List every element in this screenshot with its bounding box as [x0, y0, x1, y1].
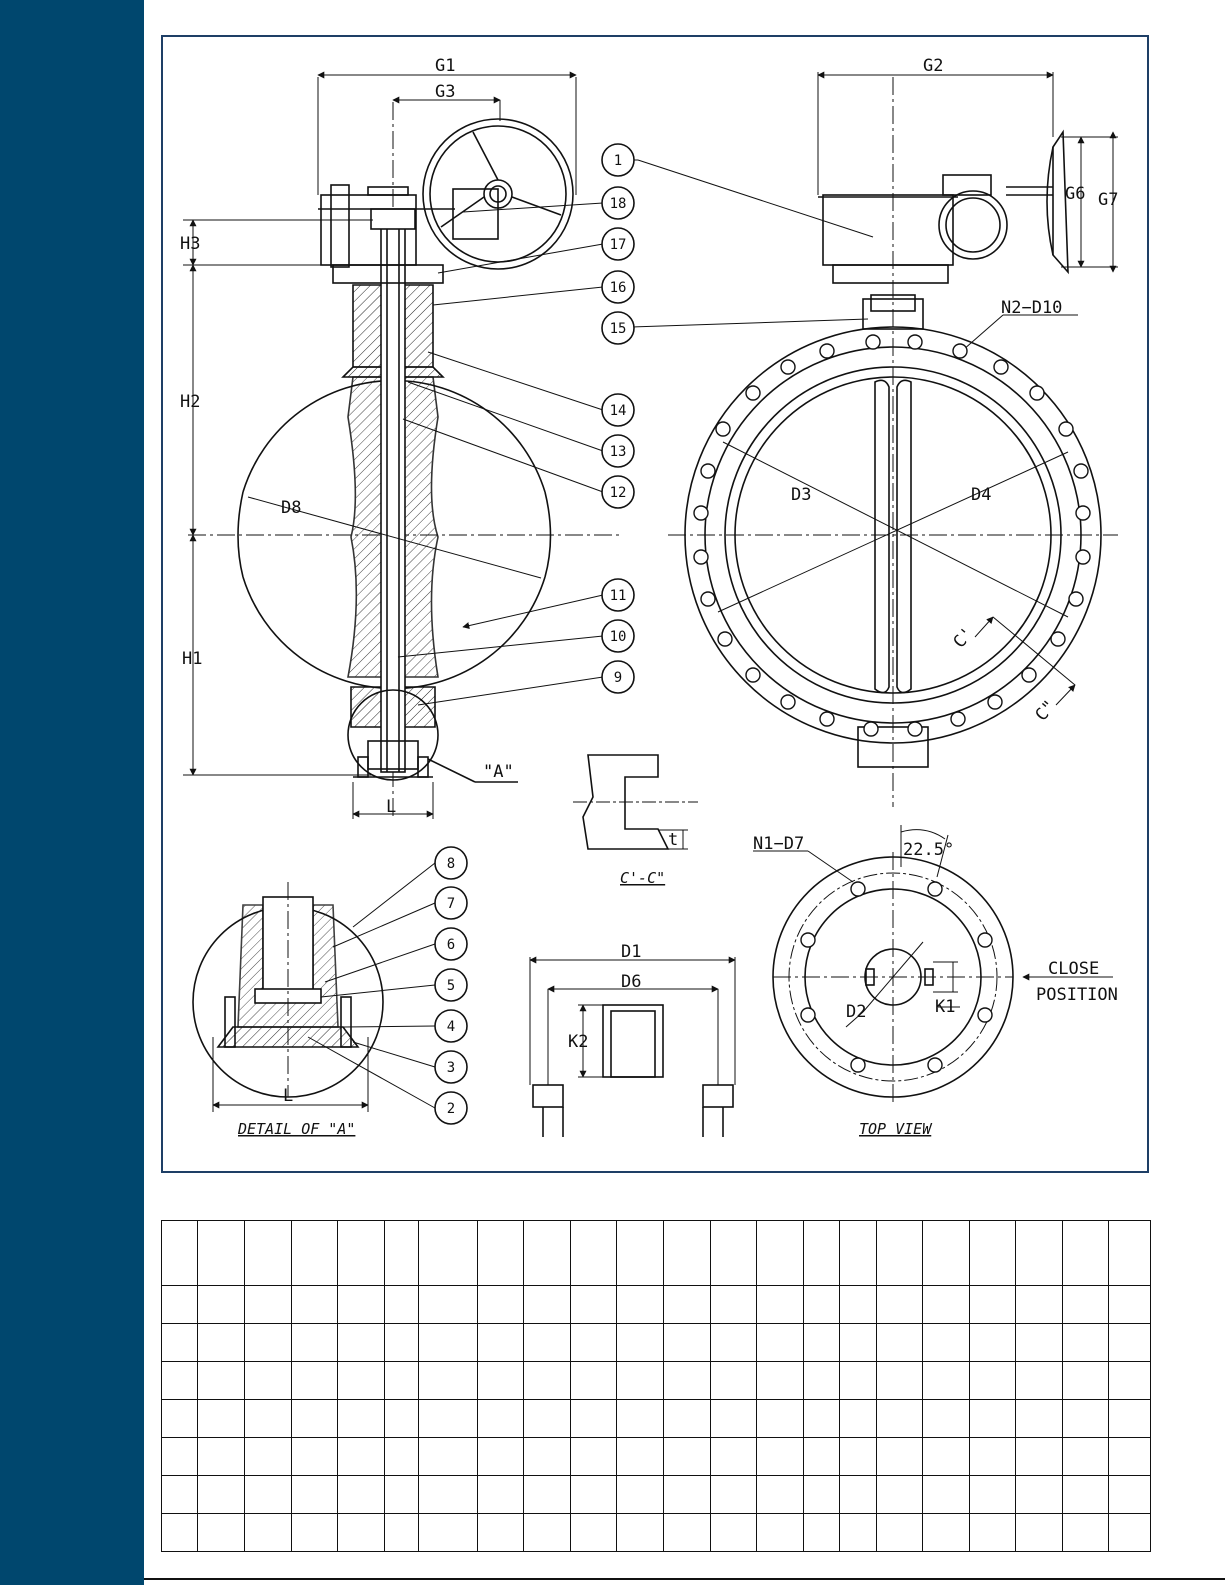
table-cell — [840, 1400, 876, 1438]
table-cell — [419, 1400, 478, 1438]
table-cell — [757, 1362, 804, 1400]
table-cell — [162, 1286, 198, 1324]
table-cell — [419, 1286, 478, 1324]
table-cell — [1109, 1286, 1151, 1324]
part-3: 3 — [446, 1060, 456, 1076]
table-cell — [710, 1324, 757, 1362]
dim-d4: D4 — [971, 485, 992, 505]
dim-n1d7: N1−D7 — [753, 834, 805, 854]
table-cell — [664, 1221, 711, 1286]
table-cell — [840, 1221, 876, 1286]
table-cell — [710, 1362, 757, 1400]
dim-l-detail: L — [283, 1086, 294, 1106]
table-cell — [969, 1438, 1016, 1476]
table-cell — [1109, 1514, 1151, 1552]
dim-d1: D1 — [621, 942, 642, 962]
table-cell — [338, 1438, 385, 1476]
table-cell — [477, 1476, 524, 1514]
part-balloons — [435, 144, 634, 1124]
dim-d8: D8 — [281, 498, 302, 518]
table-cell — [384, 1476, 418, 1514]
table-cell — [1016, 1400, 1063, 1438]
table-cell — [840, 1324, 876, 1362]
table-cell — [840, 1514, 876, 1552]
table-cell — [969, 1362, 1016, 1400]
table-cell — [840, 1286, 876, 1324]
table-cell — [664, 1514, 711, 1552]
table-cell — [338, 1514, 385, 1552]
table-cell — [1109, 1476, 1151, 1514]
table-cell — [1062, 1400, 1109, 1438]
table-cell — [969, 1221, 1016, 1286]
caption-section: C'-C" — [620, 869, 666, 887]
table-cell — [1016, 1362, 1063, 1400]
part-1: 1 — [613, 153, 623, 169]
table-cell — [477, 1400, 524, 1438]
table-cell — [570, 1362, 617, 1400]
table-cell — [338, 1476, 385, 1514]
table-cell — [419, 1362, 478, 1400]
table-cell — [245, 1286, 292, 1324]
table-cell — [1109, 1400, 1151, 1438]
dim-h2: H2 — [180, 392, 201, 412]
table-cell — [803, 1324, 839, 1362]
part-2: 2 — [446, 1101, 456, 1117]
part-8: 8 — [446, 856, 456, 872]
table-cell — [570, 1476, 617, 1514]
table-cell — [617, 1362, 664, 1400]
table-cell — [198, 1324, 245, 1362]
dim-h1: H1 — [182, 649, 203, 669]
table-cell — [245, 1514, 292, 1552]
table-cell — [617, 1438, 664, 1476]
table-cell — [291, 1286, 338, 1324]
table-cell — [477, 1324, 524, 1362]
position-label: POSITION — [1036, 985, 1118, 1005]
table-cell — [291, 1438, 338, 1476]
table-cell — [923, 1324, 970, 1362]
table-cell — [524, 1476, 571, 1514]
table-cell — [570, 1221, 617, 1286]
part-12: 12 — [609, 485, 627, 501]
table-cell — [524, 1286, 571, 1324]
table-cell — [419, 1476, 478, 1514]
table-cell — [1062, 1221, 1109, 1286]
dim-k2: K2 — [568, 1032, 589, 1052]
table-cell — [524, 1221, 571, 1286]
dim-t: t — [668, 830, 679, 850]
table-cell — [384, 1400, 418, 1438]
part-numbers — [447, 153, 627, 1117]
dim-g1: G1 — [435, 56, 456, 76]
table-cell — [198, 1400, 245, 1438]
table-cell — [923, 1286, 970, 1324]
table-cell — [570, 1324, 617, 1362]
dimension-table — [161, 1220, 1151, 1552]
table-cell — [1062, 1476, 1109, 1514]
table-cell — [162, 1438, 198, 1476]
dimension-grid — [161, 1220, 1151, 1552]
table-cell — [524, 1324, 571, 1362]
table-cell — [1016, 1514, 1063, 1552]
drawing-frame — [161, 35, 1149, 1173]
table-cell — [245, 1476, 292, 1514]
table-cell — [198, 1438, 245, 1476]
table-cell — [384, 1221, 418, 1286]
table-cell — [969, 1476, 1016, 1514]
table-row — [162, 1324, 1151, 1362]
table-cell — [664, 1476, 711, 1514]
part-13: 13 — [609, 444, 627, 460]
table-cell — [757, 1514, 804, 1552]
table-cell — [524, 1400, 571, 1438]
table-cell — [245, 1221, 292, 1286]
part-7: 7 — [446, 896, 456, 912]
table-cell — [969, 1286, 1016, 1324]
table-cell — [757, 1286, 804, 1324]
sidebar-band — [0, 0, 144, 1585]
part-17: 17 — [609, 237, 627, 253]
table-cell — [923, 1362, 970, 1400]
table-cell — [876, 1514, 923, 1552]
table-cell — [419, 1324, 478, 1362]
table-cell — [570, 1286, 617, 1324]
dim-g3: G3 — [435, 82, 456, 102]
table-cell — [876, 1438, 923, 1476]
table-cell — [419, 1438, 478, 1476]
dim-n2d10: N2−D10 — [1001, 298, 1063, 318]
table-cell — [419, 1514, 478, 1552]
table-cell — [664, 1400, 711, 1438]
table-cell — [384, 1286, 418, 1324]
dim-d2: D2 — [846, 1002, 867, 1022]
table-cell — [477, 1286, 524, 1324]
dim-g2: G2 — [923, 56, 944, 76]
table-cell — [923, 1400, 970, 1438]
table-cell — [1016, 1438, 1063, 1476]
table-cell — [876, 1362, 923, 1400]
table-cell — [617, 1324, 664, 1362]
caption-detail-a: DETAIL OF "A" — [238, 1120, 356, 1138]
table-cell — [710, 1438, 757, 1476]
table-cell — [710, 1476, 757, 1514]
table-cell — [757, 1400, 804, 1438]
table-cell — [384, 1324, 418, 1362]
part-5: 5 — [446, 978, 456, 994]
table-cell — [198, 1221, 245, 1286]
dim-d3: D3 — [791, 485, 812, 505]
table-cell — [291, 1362, 338, 1400]
table-cell — [524, 1362, 571, 1400]
detail-a-tag: "A" — [483, 762, 514, 782]
table-cell — [969, 1324, 1016, 1362]
table-cell — [617, 1514, 664, 1552]
table-cell — [338, 1286, 385, 1324]
part-18: 18 — [609, 196, 627, 212]
table-cell — [710, 1221, 757, 1286]
table-cell — [477, 1438, 524, 1476]
table-cell — [162, 1400, 198, 1438]
table-cell — [617, 1400, 664, 1438]
table-cell — [419, 1221, 478, 1286]
table-cell — [803, 1221, 839, 1286]
table-cell — [803, 1438, 839, 1476]
table-row — [162, 1286, 1151, 1324]
table-cell — [923, 1438, 970, 1476]
table-cell — [876, 1476, 923, 1514]
table-cell — [162, 1514, 198, 1552]
part-15: 15 — [609, 321, 627, 337]
part-9: 9 — [613, 670, 623, 686]
table-cell — [617, 1476, 664, 1514]
table-cell — [876, 1221, 923, 1286]
section-c2: C" — [1031, 696, 1060, 726]
dim-g6: G6 — [1065, 184, 1086, 204]
table-cell — [477, 1514, 524, 1552]
table-cell — [757, 1476, 804, 1514]
table-cell — [840, 1438, 876, 1476]
table-cell — [710, 1286, 757, 1324]
dim-h3: H3 — [180, 234, 201, 254]
table-cell — [162, 1324, 198, 1362]
part-14: 14 — [609, 403, 627, 419]
table-cell — [384, 1362, 418, 1400]
table-cell — [840, 1476, 876, 1514]
table-cell — [876, 1324, 923, 1362]
table-cell — [1062, 1324, 1109, 1362]
table-cell — [876, 1400, 923, 1438]
table-cell — [338, 1362, 385, 1400]
table-cell — [969, 1400, 1016, 1438]
table-cell — [477, 1362, 524, 1400]
table-cell — [524, 1514, 571, 1552]
table-cell — [664, 1362, 711, 1400]
part-4: 4 — [446, 1019, 456, 1035]
table-cell — [245, 1324, 292, 1362]
table-cell — [757, 1324, 804, 1362]
table-cell — [524, 1438, 571, 1476]
table-cell — [198, 1286, 245, 1324]
table-cell — [923, 1476, 970, 1514]
dim-g7: G7 — [1098, 190, 1119, 210]
table-cell — [162, 1362, 198, 1400]
part-11: 11 — [609, 588, 627, 604]
table-cell — [1062, 1438, 1109, 1476]
dim-l: L — [386, 797, 397, 817]
table-row — [162, 1221, 1151, 1286]
table-row — [162, 1362, 1151, 1400]
table-cell — [198, 1514, 245, 1552]
table-cell — [840, 1362, 876, 1400]
part-6: 6 — [446, 937, 456, 953]
table-cell — [198, 1476, 245, 1514]
table-row — [162, 1438, 1151, 1476]
table-cell — [245, 1438, 292, 1476]
table-cell — [1016, 1221, 1063, 1286]
table-cell — [803, 1286, 839, 1324]
close-label: CLOSE — [1048, 959, 1100, 979]
table-cell — [757, 1221, 804, 1286]
table-cell — [245, 1400, 292, 1438]
table-cell — [710, 1400, 757, 1438]
table-cell — [1109, 1324, 1151, 1362]
table-cell — [664, 1324, 711, 1362]
table-cell — [477, 1221, 524, 1286]
table-cell — [198, 1362, 245, 1400]
table-cell — [384, 1514, 418, 1552]
table-cell — [969, 1514, 1016, 1552]
table-cell — [1016, 1324, 1063, 1362]
table-cell — [923, 1514, 970, 1552]
table-row — [162, 1476, 1151, 1514]
table-cell — [1062, 1362, 1109, 1400]
valve-drawing — [163, 37, 1149, 1173]
dim-d6: D6 — [621, 972, 642, 992]
table-cell — [664, 1286, 711, 1324]
table-cell — [338, 1400, 385, 1438]
table-cell — [1109, 1438, 1151, 1476]
table-cell — [291, 1514, 338, 1552]
table-cell — [570, 1400, 617, 1438]
table-cell — [923, 1221, 970, 1286]
table-cell — [803, 1476, 839, 1514]
table-cell — [162, 1476, 198, 1514]
table-cell — [570, 1514, 617, 1552]
table-cell — [1062, 1286, 1109, 1324]
table-cell — [1016, 1476, 1063, 1514]
table-cell — [1109, 1221, 1151, 1286]
table-cell — [617, 1286, 664, 1324]
table-cell — [1109, 1362, 1151, 1400]
table-cell — [291, 1476, 338, 1514]
dim-k1: K1 — [935, 997, 956, 1017]
table-cell — [570, 1438, 617, 1476]
part-10: 10 — [609, 629, 627, 645]
caption-top-view: TOP VIEW — [859, 1120, 932, 1138]
table-cell — [291, 1324, 338, 1362]
table-cell — [1062, 1514, 1109, 1552]
table-cell — [162, 1221, 198, 1286]
table-cell — [384, 1438, 418, 1476]
table-row — [162, 1514, 1151, 1552]
table-cell — [338, 1221, 385, 1286]
table-cell — [617, 1221, 664, 1286]
table-cell — [1016, 1286, 1063, 1324]
table-cell — [291, 1400, 338, 1438]
part-16: 16 — [609, 280, 627, 296]
table-cell — [245, 1362, 292, 1400]
table-row — [162, 1400, 1151, 1438]
table-cell — [664, 1438, 711, 1476]
bottom-rule — [144, 1578, 1225, 1580]
table-cell — [803, 1362, 839, 1400]
table-cell — [338, 1324, 385, 1362]
table-cell — [757, 1438, 804, 1476]
table-cell — [710, 1514, 757, 1552]
table-cell — [876, 1286, 923, 1324]
table-cell — [803, 1400, 839, 1438]
table-cell — [803, 1514, 839, 1552]
table-cell — [291, 1221, 338, 1286]
section-c1: C' — [949, 623, 978, 653]
dim-angle: 22.5° — [903, 840, 955, 860]
